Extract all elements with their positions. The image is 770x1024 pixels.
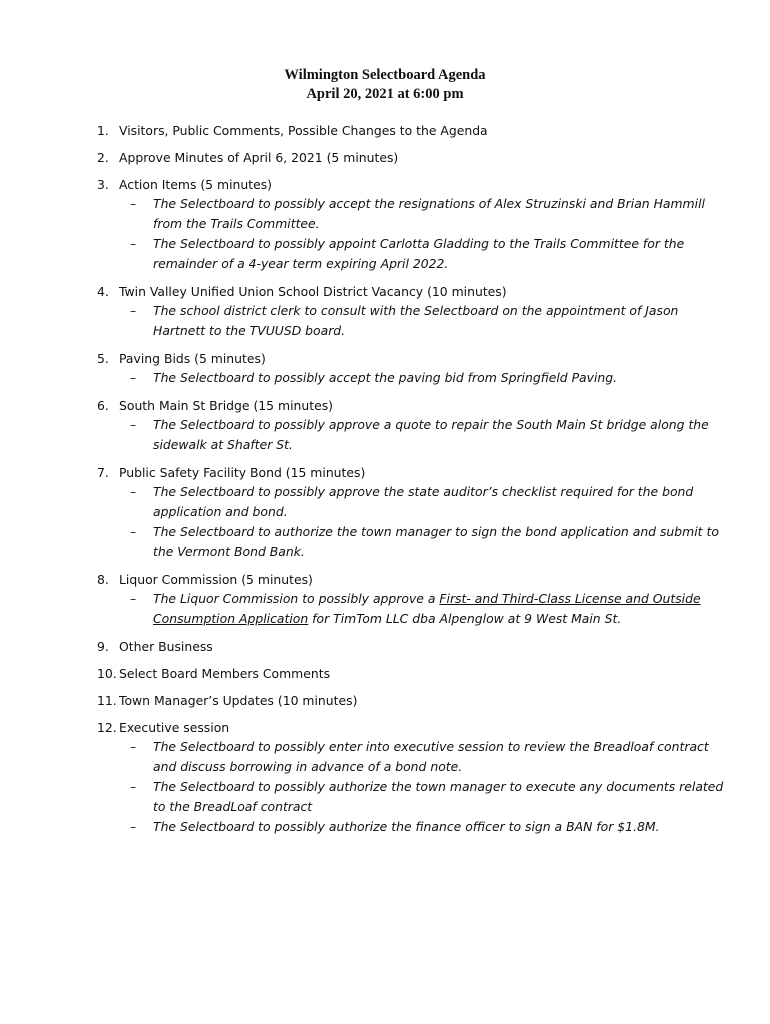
dash-bullet: – [130, 370, 137, 385]
agenda-item [97, 175, 727, 274]
dash-bullet: – [130, 524, 137, 539]
item-heading: Twin Valley Unified Union School District Vacancy (10 minutes) [119, 284, 507, 299]
item-number: 5. [97, 351, 109, 366]
sub-item-text: The school district clerk to consult with the Selectboard on the appointment of Jason Hartnett to the TVUUSD board. [153, 303, 679, 338]
license-application-link[interactable]: First- and Third-Class License and Outside Consumption Application [153, 591, 701, 626]
item-heading: Action Items (5 minutes) [119, 177, 272, 192]
sub-item [97, 194, 727, 234]
agenda-item [97, 664, 727, 683]
sub-item-text [153, 589, 727, 629]
sub-item [97, 589, 727, 629]
item-heading: Liquor Commission (5 minutes) [119, 572, 313, 587]
item-number: 7. [97, 465, 109, 480]
sub-item [97, 737, 727, 777]
dash-bullet: – [130, 739, 137, 754]
item-heading: Executive session [119, 720, 230, 735]
sub-item-text: The Selectboard to possibly approve a quote to repair the South Main St bridge along the sidewalk at Shafter St. [153, 417, 709, 452]
item-number: 8. [97, 572, 109, 587]
item-number: 1. [97, 123, 109, 138]
agenda-item [97, 148, 727, 167]
item-heading: Paving Bids (5 minutes) [119, 351, 266, 366]
sub-item-text-tail: for TimTom LLC dba Alpenglow at 9 West Main St. [308, 611, 622, 626]
dash-bullet: – [130, 591, 137, 606]
item-heading: Town Manager’s Updates (10 minutes) [119, 693, 358, 708]
sub-item-text-lead: The Liquor Commission to possibly approve a [153, 591, 440, 606]
sub-item [97, 522, 727, 562]
sub-item [97, 368, 727, 388]
sub-item [97, 482, 727, 522]
agenda-item [97, 349, 727, 388]
item-number: 2. [97, 150, 109, 165]
dash-bullet: – [130, 819, 137, 834]
agenda-item [97, 396, 727, 455]
agenda-date: April 20, 2021 at 6:00 pm [306, 86, 464, 102]
agenda-list [97, 121, 727, 845]
sub-item-text: The Selectboard to authorize the town manager to sign the bond application and submit to the Vermont Bond Bank. [153, 524, 719, 559]
agenda-title: Wilmington Selectboard Agenda [284, 67, 486, 83]
agenda-item [97, 691, 727, 710]
sub-item-text: The Selectboard to possibly appoint Carlotta Gladding to the Trails Committee for the remainder of a 4-year term expiring April 2022. [153, 236, 685, 271]
agenda-item [97, 637, 727, 656]
sub-item-text: The Selectboard to possibly accept the paving bid from Springfield Paving. [153, 370, 618, 385]
item-number: 3. [97, 177, 109, 192]
dash-bullet: – [130, 779, 137, 794]
agenda-header [0, 66, 770, 104]
item-number: 12. [97, 720, 117, 735]
agenda-item [97, 463, 727, 562]
sub-item-text: The Selectboard to possibly authorize the finance officer to sign a BAN for $1.8M. [153, 819, 660, 834]
dash-bullet: – [130, 484, 137, 499]
item-number: 9. [97, 639, 109, 654]
dash-bullet: – [130, 196, 137, 211]
dash-bullet: – [130, 303, 137, 318]
item-number: 11. [97, 693, 117, 708]
dash-bullet: – [130, 236, 137, 251]
sub-item-text: The Selectboard to possibly approve the state auditor’s checklist required for the bond application and bond. [153, 484, 694, 519]
item-number: 6. [97, 398, 109, 413]
item-heading: Public Safety Facility Bond (15 minutes) [119, 465, 366, 480]
sub-item [97, 234, 727, 274]
item-heading: Visitors, Public Comments, Possible Changes to the Agenda [119, 123, 488, 138]
item-number: 4. [97, 284, 109, 299]
sub-item-text: The Selectboard to possibly enter into executive session to review the Breadloaf contract and discuss borrowing in advance of a bond note. [153, 739, 709, 774]
item-heading: South Main St Bridge (15 minutes) [119, 398, 333, 413]
item-number: 10. [97, 666, 117, 681]
dash-bullet: – [130, 417, 137, 432]
agenda-item [97, 282, 727, 341]
item-heading: Approve Minutes of April 6, 2021 (5 minutes) [119, 150, 399, 165]
sub-item [97, 817, 727, 837]
agenda-item [97, 570, 727, 629]
sub-item-text: The Selectboard to possibly accept the resignations of Alex Struzinski and Brian Hammill from the Trails Committee. [153, 196, 705, 231]
item-heading: Other Business [119, 639, 213, 654]
agenda-item [97, 718, 727, 837]
sub-item [97, 777, 727, 817]
sub-item [97, 415, 727, 455]
sub-item [97, 301, 727, 341]
sub-item-text: The Selectboard to possibly authorize the town manager to execute any documents related to the BreadLoaf contract [153, 779, 724, 814]
item-heading: Select Board Members Comments [119, 666, 331, 681]
agenda-item [97, 121, 727, 140]
